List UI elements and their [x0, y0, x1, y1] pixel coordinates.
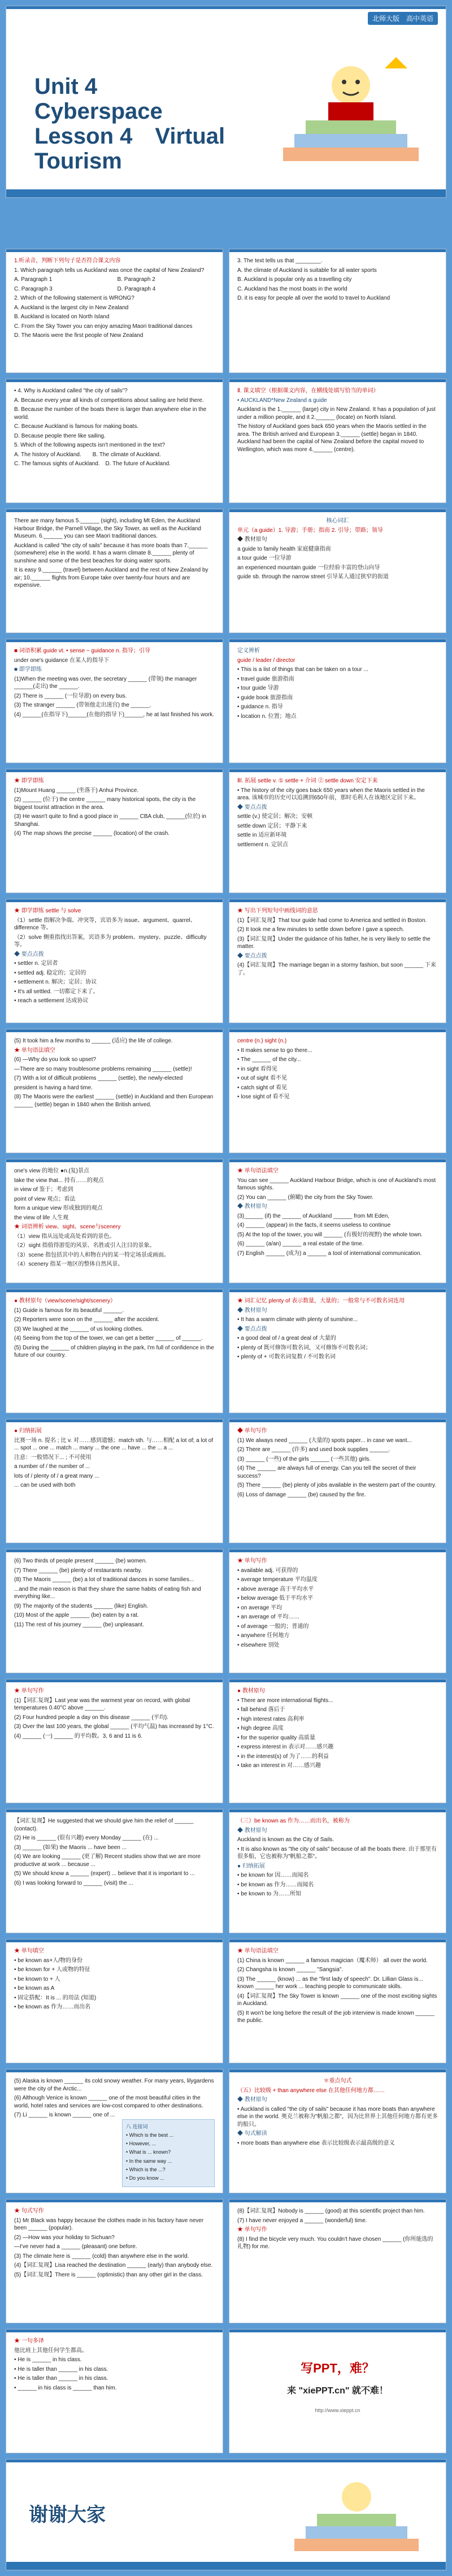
- phrase: • plenty of 既可修饰可数名词，又可修饰不可数名词；: [237, 1344, 371, 1351]
- slide-7: [229, 509, 446, 633]
- subheading: ◆ 单句写作: [237, 1428, 267, 1434]
- option: D. Because people there like sailing.: [14, 432, 106, 439]
- passage-heading: • AUCKLAND*New Zealand a guide: [237, 397, 327, 404]
- exercise-title: 1.听录音，判断下列句子是否符合课文内容: [14, 258, 121, 264]
- thanks-text: 谢谢大家: [29, 2504, 106, 2526]
- exercise: (11) The rest of his journey ______ (be) unpleasant.: [14, 1621, 144, 1628]
- slide-21: [229, 1419, 446, 1543]
- phrase: • for the superior quality 高质量: [237, 1734, 315, 1741]
- slide-22: [6, 1549, 223, 1673]
- option: A. The history of Auckland. B. The climate of Auckland.: [14, 451, 161, 458]
- question-4: • 4. Why is Auckland called "the city of sails"?: [14, 388, 128, 394]
- exercise: (3) The climate here is ______ (cold) than anywhere else in the world.: [14, 2253, 189, 2259]
- phrase: • in the interest(s) of 为了……的利益: [237, 1753, 329, 1760]
- phrase: settlement n. 定居点: [237, 841, 289, 848]
- phrase: the view of life 人生观: [14, 1214, 69, 1221]
- exercise: (3) The ______ (know) ... as the "first lady of speech". Dr. Lillian Glass is... known ______ her work ... teaching people to communicate skills.: [237, 1976, 423, 1990]
- phrase: • be known as 作为……而闻名: [237, 1881, 314, 1888]
- section-heading: centre (n.) sight (n.): [237, 1038, 287, 1044]
- example: a guide to family health 家庭健康指南: [237, 545, 331, 552]
- exercise: (4) Seeing from the top of the tower, we can get a better ______ of ______.: [14, 1335, 203, 1341]
- note: 比赛一场 n. 提名 ; 比 v. 对……感到遗憾；match sth. 与……相配 a lot of; a lot of ... spot ... one ... match ... many ... the one ... have ... the ... a ...: [14, 1437, 214, 1451]
- phrase: • take an interest in 对……感兴趣: [237, 1763, 321, 1769]
- slide-27: [229, 1809, 446, 1933]
- phrase: ... can be used with both: [14, 1482, 76, 1488]
- phrase: • on average 平均: [237, 1604, 282, 1611]
- subheading: ● 归纳拓展: [237, 1863, 265, 1869]
- option-a: A. Paragraph 1: [14, 276, 53, 283]
- phrase: settle in 适应新环境: [237, 832, 287, 838]
- exercise: • He is ______ in his class.: [14, 2357, 82, 2363]
- option: A. the climate of Auckland is suitable for all water sports: [237, 267, 377, 274]
- option-b: B. Paragraph 2: [117, 276, 155, 283]
- subheading: ★ 句式写作: [14, 2208, 44, 2214]
- title-slide: [6, 6, 446, 198]
- slide-26: [6, 1809, 223, 1933]
- subheading: ● 教材原句（view/scene/sight/scenery）: [14, 1298, 116, 1304]
- subheading: ◆ 句式解读: [237, 2131, 267, 2137]
- exercise: (2) Four hundred people a day on this disease ______ (平均).: [14, 1714, 168, 1721]
- option: A. Because every year all kinds of competitions about sailing are held there.: [14, 397, 204, 404]
- box-item: • Which is the best ...: [126, 2132, 174, 2138]
- exercise: (1)Mount Huang ______ (坐落于) Anhui Province.: [14, 787, 139, 794]
- slide-13: [229, 899, 446, 1023]
- phrase: • anywhere 任何地方: [237, 1633, 290, 1639]
- note: （1）view 指从远处或高处看到的景色。: [14, 1233, 115, 1240]
- exercise: (3) The stranger ______ (带领他走出迷宫) the ______.: [14, 702, 151, 708]
- phrase: • be known for + 人或物的特征: [14, 1967, 90, 1973]
- phrase: • catch sight of 看见: [237, 1084, 287, 1091]
- option: B. Auckland is popular only as a travelling city: [237, 276, 352, 283]
- exercise: (5) It took him a few months to ______ (适应) the life of college.: [14, 1038, 173, 1044]
- phrase: • be known for 因……而闻名: [237, 1872, 309, 1878]
- box-item: • In the same way ...: [126, 2158, 172, 2164]
- phrase: a number of / the number of ...: [14, 1464, 90, 1470]
- exercise: (3) We laughed at the ______ of us looking clothes.: [14, 1326, 144, 1332]
- subheading: ◆ 教材原句: [237, 536, 267, 543]
- option: A. Auckland is the largest city in New Zealand: [14, 304, 129, 311]
- question-2: 2. Which of the following statement is WRONG?: [14, 295, 134, 301]
- subheading: ■ 即学即练: [14, 666, 42, 673]
- exercise: (6) ______ (a/an) ______ a real estate of the time.: [237, 1241, 364, 1247]
- exercise: (4)【词汇复现】Lisa reached the destination ______ (early) than anybody else.: [14, 2262, 213, 2268]
- phrase: lots of / plenty of / a great many ...: [14, 1473, 99, 1479]
- subheading: ● 归纳拓展: [14, 1428, 42, 1434]
- word-entry: 单元（a guide）1. 导游；手册；指南 2. 引导；带路；领导: [237, 527, 383, 534]
- phrase: form a unique view 形成独到的观点: [14, 1205, 103, 1211]
- subheading: ★ 即学即练 settle 与 solve: [14, 908, 81, 914]
- exercise: (2) You can ______ (俯瞰) the city from the Sky Tower.: [237, 1194, 374, 1201]
- exercise: (6) Although Venice is known ______ one of the most beautiful cities in the world, hotel rates and services are low-cost compared to other destinations.: [14, 2095, 203, 2109]
- slide-23: [229, 1549, 446, 1673]
- slide-25: [229, 1679, 446, 1803]
- option: D. it is easy for people all over the world to travel to Auckland: [237, 295, 390, 301]
- note: （1）settle 指解决争端、冲突等，宾语多为 issue、argument、quarrel、difference 等。: [14, 917, 196, 931]
- ad-subtitle: 来 "xiePPT.cn" 就不难！: [287, 2385, 388, 2396]
- exercise: (2) Changsha is known ______ "Sangsia".: [237, 1967, 344, 1973]
- note: （3）scene 指包括其中的人和物在内的某一特定场景或画面。: [14, 1252, 170, 1258]
- slide-2: [6, 249, 223, 373]
- top-bar: [6, 6, 446, 9]
- exercise: (7) There ______ (be) plenty of restaurants nearby.: [14, 1567, 142, 1574]
- exercise: • He is taller than ______ in his class.: [14, 2375, 108, 2382]
- passage-text: Auckland is the 1.______ (large) city in New Zealand. It has a population of just under a million people, and it 2.______ (locate) on North Island.: [237, 406, 436, 421]
- slide-15: [229, 1029, 446, 1153]
- subheading: ★ 一句多译: [14, 2338, 44, 2344]
- phrase: • high degree 高度: [237, 1725, 284, 1731]
- exercise: (3) ______ (如果) the Maoris ... have been ...: [14, 1844, 127, 1851]
- exercise: (8) I find the bicycle very much. You couldn't have chosen ______ (你所能选的礼物) for me.: [237, 2236, 433, 2250]
- books-illustration: [289, 2477, 424, 2561]
- phrase: settle (v.) 使定居；解决；安顿: [237, 813, 313, 820]
- slide-18: [6, 1289, 223, 1413]
- subheading: ◆ 要点点拨: [237, 804, 267, 811]
- slide-10: [6, 769, 223, 893]
- phrase: under one's guidance 在某人的指导下: [14, 657, 110, 664]
- exercise: (3)______ (if) the ______ of Auckland ______ from Mt Eden,: [237, 1213, 390, 1219]
- exercise: (1)When the meeting was over, the secretary ______ (带领) the manager ______(走出) the ______.: [14, 676, 197, 690]
- slide-20: [6, 1419, 223, 1543]
- section-heading: 核心词汇: [326, 518, 349, 524]
- phrase: • be known to + 人: [14, 1976, 60, 1982]
- section-heading: （三）be known as 作为……而出名，被称为: [237, 1818, 350, 1824]
- box-item: • What is ... known?: [126, 2149, 171, 2155]
- word-entry: ■ 词语积累 guide vt. • sense ~ guidance n. 指导；引导: [14, 648, 151, 654]
- subheading: ★ 单句写作: [14, 1688, 44, 1694]
- slide-33: [6, 2199, 223, 2323]
- subheading: ★ 单句语法填空: [14, 1047, 55, 1054]
- example: • The history of the city goes back 650 years when the Maoris settled in the area. 该城市的历史可以追溯到650年前，那时毛利人在该地区定居下来。: [237, 787, 425, 801]
- phrase: one's view 的地位 ●n.(复)景点: [14, 1168, 89, 1174]
- passage-text: The history of Auckland goes back 650 years when the Maoris settled in the area. The British arrived and European 3.______ (settle) began in 1840. Auckland had been the capital of New Zealand before the capital moved to Wellington, which was more 4.______ (centre).: [237, 423, 427, 453]
- exercise: (3) ______ (一些) of the girls ______ (一些其他) girls.: [237, 1456, 371, 1462]
- slide-19: [229, 1289, 446, 1413]
- option: D. The Maoris were the first people of New Zealand: [14, 332, 144, 339]
- passage-text: There are many famous 5.______ (sight), including Mt Eden, the Auckland Harbour Bridge, the Parnell Village, the Sky Tower, as well as the Auckland Museum. 6.______ you can see Maori traditional dances.: [14, 518, 201, 539]
- slide-16: [6, 1159, 223, 1283]
- exercise: (4) We are looking ______ (更了解) Recent studies show that we are more productive at work ... because ...: [14, 1854, 201, 1868]
- phrase: • location n. 位置；地点: [237, 713, 297, 720]
- exercise: (10) Most of the apple ______ (be) eaten by a rat.: [14, 1612, 139, 1618]
- exercise: (3) He wasn't quite to find a good place in ______ CBA club, ______(位於) in Shanghai.: [14, 813, 206, 828]
- subheading: ◆ 要点点拨: [237, 1326, 267, 1332]
- exercise: (5)【词汇复现】There is ______ (optimistic) than any other girl in the class.: [14, 2271, 203, 2278]
- exercise: (5) We should know a ______ (expert) ... believe that it is important to ...: [14, 1871, 195, 1877]
- option: C. From the Sky Tower you can enjoy amazing Maori traditional dances: [14, 323, 193, 330]
- subheading: ◆ 要点点拨: [237, 953, 267, 959]
- exercise: (1)【词汇复现】Last year was the warmest year on record, with global temperatures 0.40°C above ______.: [14, 1697, 190, 1711]
- exercise: (7) Li ______ is known ______ one of ...: [14, 2112, 115, 2118]
- example: • It has a warm climate with plenty of sunshine...: [237, 1317, 358, 1323]
- lesson-subtitle: Tourism: [34, 149, 122, 174]
- ad-title: 写PPT，难？: [301, 2361, 375, 2375]
- slide-34: [229, 2199, 446, 2323]
- exercise: (4) The ______ are always full of energy. Can you tell the secret of their success?: [237, 1465, 416, 1479]
- phrase: • travel guide 旅游指南: [237, 676, 294, 682]
- question-3: 3. The text tells us that ________.: [237, 258, 323, 264]
- phrase: • reach a settlement 达成协议: [14, 998, 89, 1004]
- subheading: ● 教材原句: [237, 1688, 265, 1694]
- subheading: ★ 单句写作: [237, 1558, 267, 1564]
- subheading: ◆ 教材原句: [237, 2097, 267, 2103]
- slide-12: [6, 899, 223, 1023]
- exercise: You can see ______ Auckland Harbour Bridge, which is one of Auckland's most famous sights.: [237, 1177, 436, 1191]
- phrase: take the view that... 持有……的观点: [14, 1177, 104, 1184]
- phrase: • of average 一般的；普通的: [237, 1623, 309, 1630]
- example: • The ______ of the city...: [237, 1057, 301, 1063]
- exercise: (2) He is ______ (很有兴趣) every Monday ______ (在) ...: [14, 1835, 159, 1841]
- phrase: • tour guide 导游: [237, 685, 279, 691]
- example: • This is a list of things that can be taken on a tour ...: [237, 666, 368, 673]
- unit-title: Unit 4: [34, 74, 98, 99]
- phrase: • elsewhere 别处: [237, 1642, 280, 1648]
- exercise: (1) Mr Black was happy because the clothes made in his factory have never been ______ (popular).: [14, 2217, 204, 2231]
- phrase: • settled adj. 稳定的；定居的: [14, 969, 86, 976]
- exercise: (5) Alaska is known ______ its cold snowy weather. For many years, lilygardens were the city of the Arctic...: [14, 2078, 214, 2092]
- option: C. Because Auckland is famous for making boats.: [14, 423, 139, 430]
- exercise: (5) It won't be long before the result of the job interview is made known ______ the public.: [237, 2010, 434, 2024]
- box-item: • Do you know ...: [126, 2175, 164, 2181]
- exercise: (6) —Why do you look so upset?: [14, 1057, 97, 1063]
- exercise: (9) The majority of the students ______ (like) English.: [14, 1603, 149, 1609]
- slide-4: [6, 379, 223, 503]
- phrase: • settlement n. 解决；定居；协议: [14, 979, 97, 985]
- phrase: • guidance n. 指导: [237, 704, 283, 710]
- slide-5: [229, 379, 446, 503]
- slide-35: [6, 2329, 223, 2453]
- exercise: (2) There is ______ (一位导游) on every bus.: [14, 692, 127, 699]
- publisher-badge: 北师大版 高中英语: [368, 12, 438, 25]
- phrase: • out of sight 看不见: [237, 1075, 287, 1081]
- slide-28: [6, 1939, 223, 2063]
- slide-3: [229, 249, 446, 373]
- prompt: 他比班上其他任何学生都高。: [14, 2347, 88, 2354]
- exercise: (4) ______ (appear) in the facts, it seems useless to continue: [237, 1222, 391, 1228]
- subheading: ★ 单句语法填空: [237, 1948, 279, 1954]
- exercise: (7) English ______ (成为) a ______ a tool of international communication.: [237, 1250, 422, 1257]
- option: C. Auckland has the most boats in the world: [237, 285, 347, 292]
- exercise: (5) At the top of the tower, you will ______ (有极好的视野) the whole town.: [237, 1231, 423, 1238]
- question-1: 1. Which paragraph tells us Auckland was once the capital of New Zealand?: [14, 267, 205, 274]
- phrase: • guide book 旅游指南: [237, 694, 293, 701]
- option: B. Because the number of the boats there is larger than anywhere else in the world.: [14, 406, 207, 421]
- phrase: • plenty of + 可数名词复数 / 不可数名词: [237, 1354, 336, 1360]
- phrase: • an average of 平均……: [237, 1614, 300, 1620]
- exercise: (2) It took me a few minutes to settle down before I gave a speech.: [237, 927, 405, 933]
- exercise: (4)【词汇复现】The marriage began in a stormy fashion, but soon ______ 下来了。: [237, 962, 436, 976]
- subheading: ★ 写出下列短句中画线词的意思: [237, 908, 318, 914]
- question-5: 5. Which of the following aspects isn't mentioned in the text?: [14, 442, 166, 448]
- unit-subtitle: Cyberspace: [34, 99, 163, 124]
- phrase: settle down 定居；平静下来: [237, 822, 307, 829]
- subheading: ◆ 教材原句: [237, 1203, 267, 1210]
- exercise: (2) There are ______ (许多) and used book supplies ______.: [237, 1447, 390, 1453]
- subheading: ◆ 教材原句: [237, 1307, 267, 1314]
- slide-11: [229, 769, 446, 893]
- exercise: (1) China is known ______ a famous magician（魔术师） all over the world.: [237, 1957, 428, 1964]
- phrase: • average temperature 平均温度: [237, 1577, 318, 1583]
- ad-url[interactable]: http://www.xieppt.cn: [315, 2408, 360, 2414]
- phrase: • above average 高于平均水平: [237, 1586, 314, 1592]
- exercise: • ______ in his class is ______ than him.: [14, 2384, 117, 2391]
- section-heading: ★ 词汇记忆 plenty of 表示数量，大量的；一般常与不可数名词连用: [237, 1298, 405, 1304]
- subheading: ★ 单句填空: [14, 1948, 44, 1954]
- exercise: (6) Two thirds of people present ______ (be) women.: [14, 1558, 147, 1564]
- phrase: • available adj. 可获得的: [237, 1567, 298, 1574]
- exercise: (2) Reporters were soon on the ______ after the accident.: [14, 1317, 159, 1323]
- example: Auckland is known as the City of Sails.: [237, 1837, 334, 1843]
- slide-17: [229, 1159, 446, 1283]
- example: • It is also known as "the city of sails" because of all the boats there. 由于那里有很多船，它也被称为"帆船之都"。: [237, 1846, 437, 1860]
- phrase: • below average 低于平均水平: [237, 1595, 314, 1601]
- example: guide sb. through the narrow street 引导某人通过狭窄的街道: [237, 574, 389, 580]
- option: B. Auckland is located on North Island: [14, 314, 110, 320]
- bottom-bar: [6, 189, 446, 197]
- exercise: (5) During the ______ of children playing in the park, I'm full of confidence in the future of our country.: [14, 1344, 214, 1358]
- exercise: ...and the main reason is that they share the same habits of eating fish and everything like...: [14, 1586, 201, 1600]
- exercise-title: Ⅱ. 课文填空（根据课文内容，在横线处填写恰当的单词）: [237, 388, 379, 394]
- exercise: • He is taller than ______ in his class.: [14, 2366, 108, 2372]
- phrase: • fall behind 落后于: [237, 1707, 285, 1713]
- note: （2）sight 指值得游览的风景、名胜或引人注目的景象。: [14, 1242, 155, 1249]
- subheading: ★ 单句写作: [237, 2227, 267, 2233]
- phrase: • be known to 为……所知: [237, 1891, 301, 1897]
- exercise: (5) There ______ (be) plenty of jobs available in the western part of the country.: [237, 1482, 437, 1488]
- subheading: ★ 即学即练: [14, 778, 44, 784]
- lesson-title: Lesson 4 Virtual: [34, 124, 225, 149]
- section-heading: ⅡⅠ. 拓展 settle v. ① settle + 介词 ② settle down 安定下来: [237, 778, 378, 784]
- option: C. The famous sights of Auckland. D. The future of Auckland.: [14, 461, 171, 467]
- note: （2）solve 侧重指找出答案，宾语多为 problem、mystery、puzzle、difficulty 等。: [14, 934, 207, 948]
- phrase: • be known as+人/物的身份: [14, 1957, 83, 1964]
- phrase: • settler n. 定居者: [14, 960, 58, 967]
- phrase: point of view 观点；看法: [14, 1196, 76, 1202]
- exercise: (8)【词汇复现】Nobody is ______ (good) at this scientific project than him.: [237, 2208, 425, 2214]
- phrase: in view of 鉴于；考虑到: [14, 1187, 73, 1193]
- subheading: ◆ 要点点拨: [14, 951, 44, 958]
- slide-9: [229, 639, 446, 763]
- passage-text: It is easy 9.______ (travel) between Auckland and the rest of New Zealand by air; 10.______ flights from Europe take over twenty-four hours and are expensive.: [14, 567, 208, 588]
- note: 注意：一般情况下... ; 不可使用: [14, 1454, 92, 1461]
- slide-29: [229, 1939, 446, 2063]
- slide-30: [6, 2069, 223, 2193]
- box-heading: 八 连接词: [126, 2124, 148, 2130]
- exercise: (1) We always need ______ (大量的) spots paper... in case we want...: [237, 1437, 412, 1444]
- exercise: (7) With a lot of difficult problems ______ (settle), the newly-elected: [14, 1075, 183, 1081]
- example: • Auckland is called "the city of sails" because it has more boats than anywhere else in the world. 奥克兰被称为"帆船之都"，因为比世界上其他任何地方都有更多的船只。: [237, 2106, 438, 2128]
- exercise: (7) I have never enjoyed a ______ (wonderful) time.: [237, 2217, 367, 2224]
- exercise: (4) ______(在指导下)______(在他的指导下)______, he at last finished his work.: [14, 711, 215, 718]
- phrase: • 固定搭配：It is ... 的用法 (知道): [14, 1994, 97, 2001]
- passage-text: Auckland is called "the city of sails" because it has more boats than 7.______ (somewhere) else in the world. It has a warm climate 8.______ plenty of sunshine and some of the best beaches for doing water sports.: [14, 542, 208, 564]
- exercise: —I've never had a ______ (pleasant) one before.: [14, 2244, 137, 2250]
- phrase: • be known as A: [14, 1985, 55, 1991]
- section-heading: ＊重点句式: [323, 2078, 352, 2084]
- exercise: (8) The Maoris ______ (be) a lot of traditional dances in some families...: [14, 1577, 194, 1583]
- word-entry: guide / leader / director: [237, 657, 295, 664]
- example: • There are more international flights...: [237, 1697, 333, 1704]
- phrase: • a good deal of / a great deal of 大量的: [237, 1335, 336, 1341]
- phrase: • in sight 看得见: [237, 1066, 277, 1072]
- exercise: (2) ______ (位于) the centre ______ many historical spots, the city is the biggest tourist attraction in the area.: [14, 796, 196, 811]
- note: （4）scenery 指某一地区的整体自然风景。: [14, 1261, 124, 1267]
- option-d: D. Paragraph 4: [117, 285, 156, 292]
- exercise: (3) Over the last 100 years, the global ______ (平均气温) has increased by 1°C.: [14, 1724, 214, 1730]
- section-heading: 定义辨析: [237, 648, 260, 654]
- exercise: (6) I was looking forward to ______ (visit) the ...: [14, 1880, 133, 1886]
- phrase: • be known as 作为……而出名: [14, 2004, 91, 2010]
- subheading: ★ 词语辨析 view、sight、scene与scenery: [14, 1224, 121, 1230]
- ad-slide: [229, 2329, 446, 2453]
- exercise: (1)【词汇复现】That tour guide had come to America and settled in Boston.: [237, 917, 427, 924]
- subheading: ◆ 教材原句: [237, 1827, 267, 1834]
- subheading: （五）比较级 + than anywhere else 在其他任何地方都……: [237, 2087, 385, 2094]
- exercise: (8) The Maoris were the earliest ______ (settle) in Auckland and then European ______ (settle) began in 1840 when the British arrived.: [14, 1094, 214, 1108]
- thanks-slide: [6, 2459, 446, 2570]
- exercise: (4) The map shows the precise ______ (location) of the crash.: [14, 830, 169, 837]
- note: • more boats than anywhere else 表示比较级表示最高级的意义: [237, 2140, 395, 2146]
- exercise: (6) Loss of damage ______ (be) caused by the fire.: [237, 1491, 366, 1498]
- slide-8: [6, 639, 223, 763]
- box-item: • Which is the ...?: [126, 2166, 166, 2172]
- phrase: • It's all settled. 一切都定下来了。: [14, 988, 99, 995]
- slide-32: [229, 2069, 446, 2193]
- phrase: • express interest in 表示对……感兴趣: [237, 1744, 334, 1750]
- exercise: 【词汇复现】He suggested that we should give him the relief of ______ (contact).: [14, 1818, 194, 1832]
- exercise: (2) —How was your holiday to Sichuan?: [14, 2234, 115, 2241]
- slide-6: [6, 509, 223, 633]
- exercise: (3)【词汇复现】Under the guidance of his father, he is very likely to settle the matter.: [237, 936, 431, 950]
- phrase: • lose sight of 看不见: [237, 1094, 290, 1100]
- exercise: (4) ______ (一) ______ 的平均数。3, 6 and 11 is 6.: [14, 1733, 143, 1739]
- phrase: • high interest rates 高利率: [237, 1716, 305, 1722]
- slide-14: [6, 1029, 223, 1153]
- example: • It makes sense to go there...: [237, 1047, 312, 1054]
- reading-child-illustration: [272, 46, 430, 187]
- exercise: (4)【词汇复现】The Sky Tower is known ______ one of the most exciting sights in Auckland.: [237, 1993, 437, 2007]
- slide-24: [6, 1679, 223, 1803]
- subheading: ★ 单句语法填空: [237, 1168, 279, 1174]
- box-item: • However, ...: [126, 2141, 157, 2147]
- exercise: (1) Guide is famous for its beautiful ______.: [14, 1307, 124, 1314]
- exercise: —There are so many troublesome problems remaining ______ (settle)!: [14, 1066, 192, 1072]
- option-c: C. Paragraph 3: [14, 285, 53, 292]
- example: an experienced mountain guide 一位经验丰富的登山向导: [237, 564, 380, 571]
- example: a tour guide 一位导游: [237, 555, 292, 561]
- exercise: president is having a hard time.: [14, 1084, 93, 1091]
